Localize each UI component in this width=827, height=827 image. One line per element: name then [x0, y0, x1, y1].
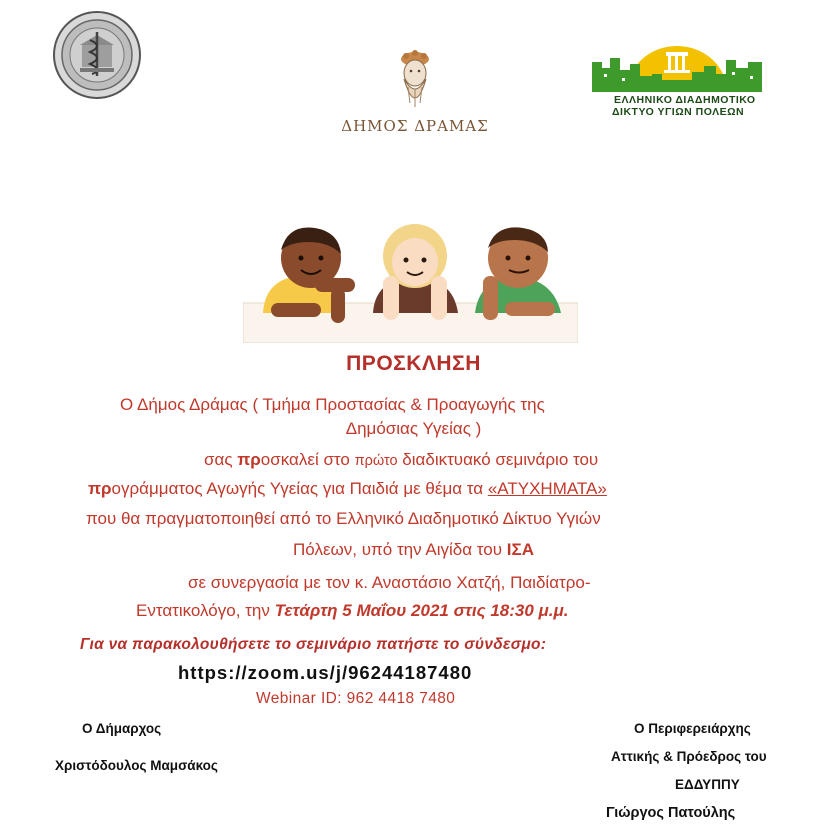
invitation-line-2: Δημόσιας Υγείας ) — [345, 419, 482, 438]
network-name-line2: ΔΙΚΤΥΟ ΥΓΙΩΝ ΠΟΛΕΩΝ — [612, 106, 745, 118]
isa-acronym: ΙΣΑ — [506, 540, 534, 559]
invitation-title: ΠΡΟΣΚΛΗΣΗ — [346, 352, 481, 375]
text: πρ — [237, 450, 261, 469]
text: διαδικτυακό σεμινάριο του — [397, 450, 599, 469]
kids-illustration — [243, 218, 578, 343]
governor-name: Γιώργος Πατούλης — [606, 805, 736, 821]
mayor-name: Χριστόδουλος Μαμσάκος — [55, 758, 218, 773]
event-date-time: Τετάρτη 5 Μαΐου 2021 στις 18:30 μ.μ. — [274, 601, 569, 620]
invitation-line-1: Ο Δήμος Δράμας ( Τμήμα Προστασίας & Προαγωγής της — [120, 395, 545, 414]
text: πρ — [88, 479, 112, 498]
invitation-line-6 — [0, 539, 827, 561]
governor-title-line2: Αττικής & Πρόεδρος του — [611, 749, 767, 764]
healthy-cities-network-logo — [592, 40, 762, 120]
invitation-line-5: που θα πραγματοποιηθεί από το Ελληνικό Διαδημοτικό Δίκτυο Υγιών — [86, 509, 601, 528]
invitation-line-3 — [204, 449, 598, 472]
network-name-line1: ΕΛΛΗΝΙΚΟ ΔΙΑΔΗΜΟΤΙΚΟ — [614, 94, 756, 106]
topic-accidents: «ΑΤΥΧΗΜΑΤΑ» — [487, 479, 607, 498]
webinar-id: Webinar ID: 962 4418 7480 — [256, 690, 456, 707]
text: πρώτο — [354, 453, 398, 469]
zoom-link[interactable]: https://zoom.us/j/96244187480 — [178, 662, 473, 683]
text: Εντατικολόγο, την — [136, 601, 275, 620]
governor-title-line3: ΕΔΔΥΠΠΥ — [675, 777, 740, 792]
invitation-line-8 — [136, 600, 568, 622]
municipality-name: ΔΗΜΟΣ ΔΡΑΜΑΣ — [341, 117, 489, 135]
text: ογράμματος Αγωγής Υγείας για Παιδιά με θέμα τα — [111, 479, 488, 498]
text: οσκαλεί στο — [260, 450, 355, 469]
text: σας — [204, 450, 238, 469]
governor-title-line1: Ο Περιφερειάρχης — [634, 721, 751, 736]
mayor-title: Ο Δήμαρχος — [82, 721, 162, 736]
seal-logo — [52, 10, 142, 100]
invitation-line-7: σε συνεργασία με τον κ. Αναστάσιο Χατζή, Παιδίατρο- — [188, 573, 591, 592]
invitation-line-4 — [88, 478, 607, 500]
municipality-logo — [330, 45, 500, 145]
text: Πόλεων, υπό την Αιγίδα του — [293, 540, 507, 559]
join-instructions: Για να παρακολουθήσετε το σεμινάριο πατήστε το σύνδεσμο: — [80, 636, 547, 653]
